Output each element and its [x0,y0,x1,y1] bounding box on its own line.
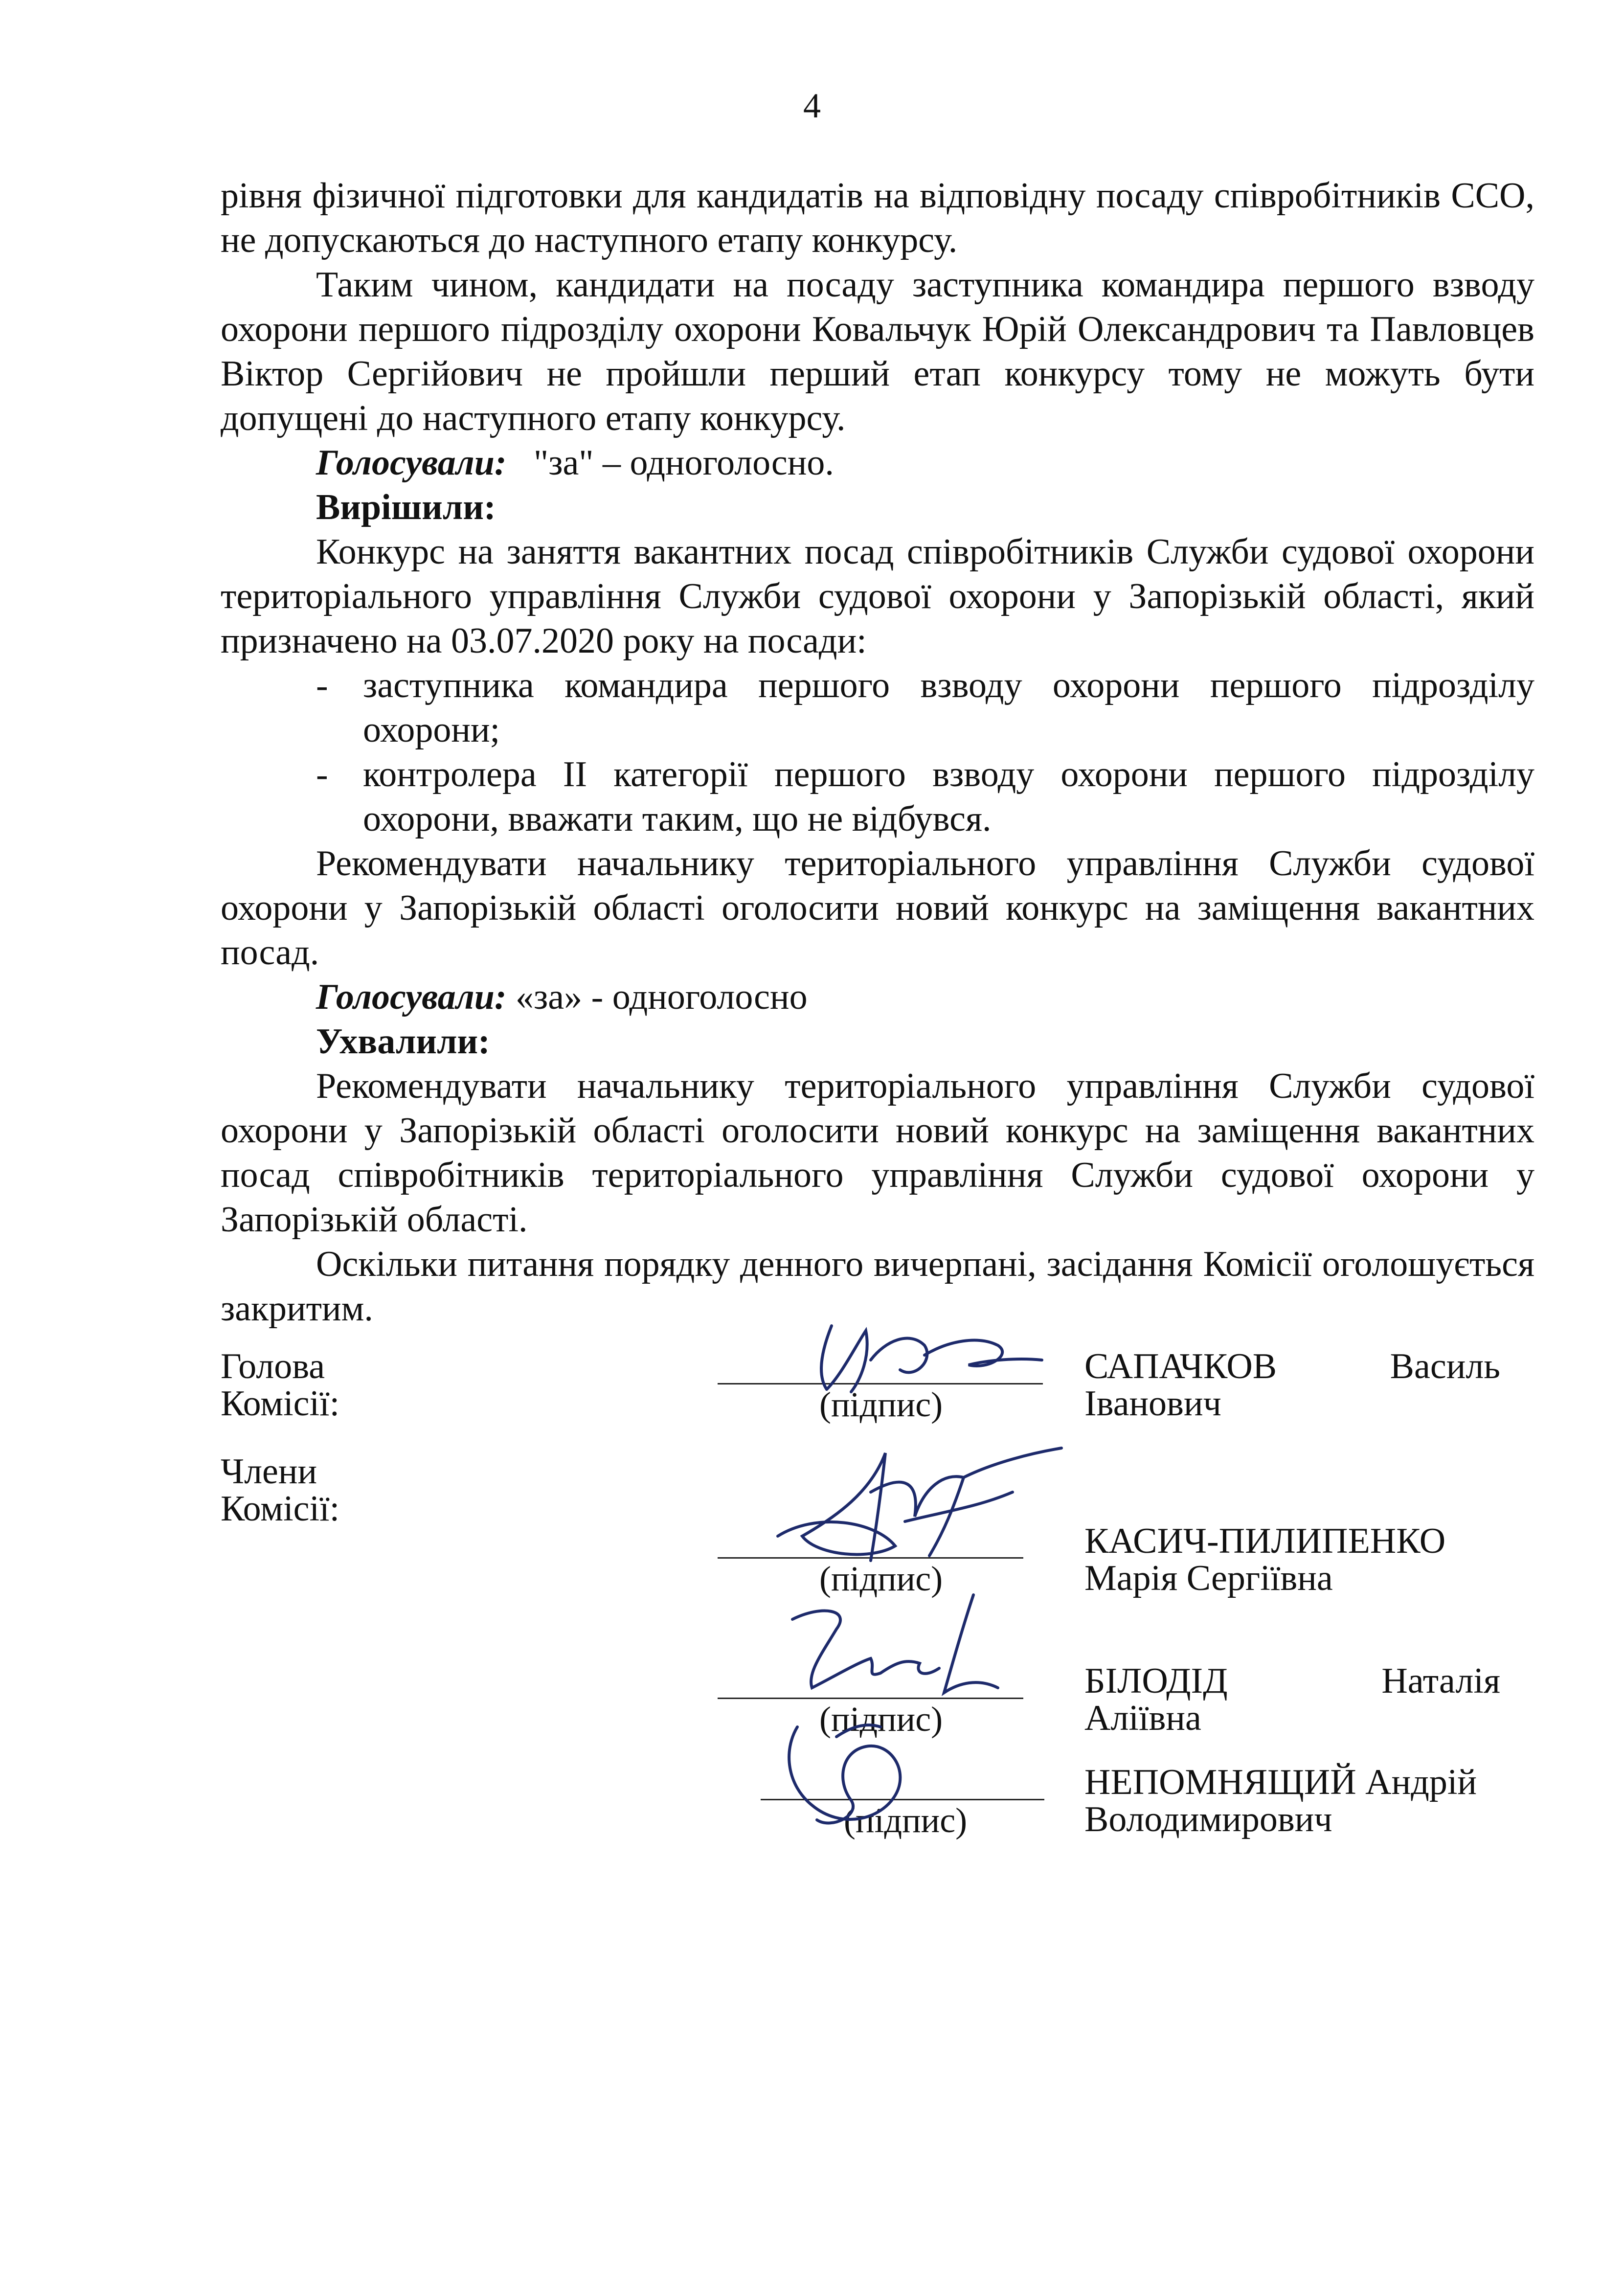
signer-first-name: Василь [1390,1346,1500,1386]
signer-patronymic: Марія Сергіївна [1084,1558,1333,1598]
list-item-text: контролера ІІ категорії першого взводу охорони першого підрозділу охорони, вважати таким, що не відбувся. [363,754,1534,839]
vote-1-label: Голосували: [316,443,507,483]
signer-first-name: Андрій [1365,1762,1477,1802]
signature-caption: (підпис) [819,1559,943,1598]
paragraph-4: Рекомендувати начальнику територіального управління Служби судової охорони у Запорізькій області оголосити новий конкурс на заміщення вакантних посад. [221,843,1534,973]
signature-image [802,1311,1057,1404]
decided-label: Вирішили: [316,487,496,527]
members-label [221,1453,465,1527]
vote-2-text: «за» - одноголосно [516,977,808,1017]
vote-2-label: Голосували: [316,977,507,1017]
signer-patronymic: Іванович [1084,1384,1221,1424]
members-label-line-2: Комісії: [221,1489,340,1529]
list-dash: - [316,754,328,794]
signature-caption: (підпис) [819,1385,943,1424]
vote-2 [221,975,1534,1020]
signer-patronymic: Аліївна [1084,1698,1201,1738]
chair-label-line-1: Голова [221,1346,325,1386]
members-label-line-1: Члени [221,1452,317,1492]
paragraph-1: рівня фізичної підготовки для кандидатів на відповідну посаду співробітників ССО, не допускаються до наступного етапу конкурсу. [221,176,1534,260]
chair-label [221,1348,465,1422]
document-body [221,174,1534,1331]
chair-label-line-2: Комісії: [221,1384,340,1424]
paragraph-2: Таким чином, кандидати на посаду заступника командира першого взводу охорони першого підрозділу охорони Ковальчук Юрій Олександрович та Павловцев Віктор Сергійович не пройшли перший етап конкурсу тому не можуть бути допущені до наступного етапу конкурсу. [221,265,1534,438]
paragraph-3: Конкурс на заняття вакантних посад співробітників Служби судової охорони територіального управління Служби судової охорони у Запорізькій області, який призначено на 03.07.2020 року на посади: [221,532,1534,661]
signer-name [1084,1348,1500,1422]
signature-image [778,1590,1013,1717]
signer-first-name: Наталія [1381,1661,1500,1701]
list-item [221,752,1534,841]
list-item [221,663,1534,752]
approved-label: Ухвалили: [316,1021,490,1062]
signer-patronymic: Володимирович [1084,1799,1332,1839]
vote-1-text: "за" – одноголосно. [534,443,834,483]
decided-heading [221,485,1534,530]
signature-caption: (підпис) [844,1801,968,1840]
vote-1 [221,441,1534,485]
signer-name [1084,1522,1500,1597]
approved-heading [221,1020,1534,1064]
page-number: 4 [803,86,821,125]
signer-surname: КАСИЧ-ПИЛИПЕНКО [1084,1521,1446,1561]
signer-name [1084,1764,1500,1838]
signature-image [758,1433,1076,1590]
list-item-text: заступника командира першого взводу охорони першого підрозділу охорони; [363,665,1534,750]
signer-surname: САПАЧКОВ [1084,1346,1277,1386]
paragraph-5: Рекомендувати начальнику територіального управління Служби судової охорони у Запорізькій області оголосити новий конкурс на заміщення вакантних посад співробітників територіального управління Служби судової охорони у Запорізькій області. [221,1066,1534,1240]
list-dash: - [316,665,328,705]
signer-surname: БІЛОДІД [1084,1661,1228,1701]
signer-surname: НЕПОМНЯЩИЙ [1084,1762,1356,1802]
paragraph-6: Оскільки питання порядку денного вичерпані, засідання Комісії оголошується закритим. [221,1244,1534,1329]
signer-name [1084,1662,1500,1737]
signature-caption: (підпис) [819,1700,943,1739]
signature-image [768,1707,944,1844]
